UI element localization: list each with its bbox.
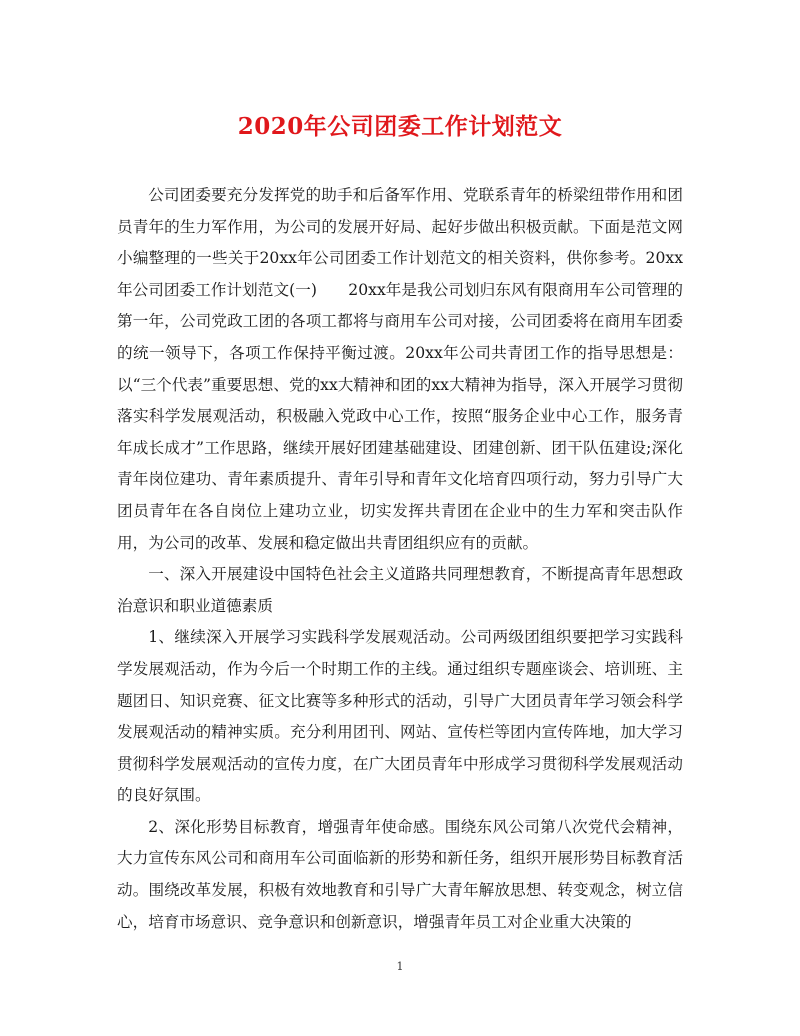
paragraph-item-1: 1、继续深入开展学习实践科学发展观活动。公司两级团组织要把学习实践科学发展观活动，作为今后一个时期工作的主线。通过组织专题座谈会、培训班、主题团日、知识竞赛、征文比赛等多种形式的活动，引导广大团员青年学习领会科学发展观活动的精神实质。充分利用团刊、网站、宣传栏等团内宣传阵地，加大学习贯彻科学发展观活动的宣传力度，在广大团员青年中形成学习贯彻科学发展观活动的良好氛围。 bbox=[117, 628, 683, 805]
page-number: 1 bbox=[396, 960, 404, 973]
paragraph-intro: 公司团委要充分发挥党的助手和后备军作用、党联系青年的桥梁纽带作用和团员青年的生力军作用，为公司的发展开好局、起好步做出积极贡献。下面是范文网小编整理的一些关于20xx年公司团委工作计划范文的相关资料，供你参考。20xx年公司团委工作计划范文(一) 20xx年是我公司划归东风有限商用车公司管理的第一年，公司党政工团的各项工都将与商用车公司对接，公司团委将在商用车团委的统一领导下，各项工作保持平衡过渡。20xx年公司共青团工作的指导思想是：以“三个代表”重要思想、党的xx大精神和团的xx大精神为指导，深入开展学习贯彻落实科学发展观活动，积极融入党政中心工作，按照“服务企业中心工作，服务青年成长成才”工作思路，继续开展好团建基础建设、团建创新、团干队伍建设;深化青年岗位建功、青年素质提升、青年引导和青年文化培育四项行动，努力引导广大团员青年在各自岗位上建功立业，切实发挥共青团在企业中的生力军和突击队作用，为公司的改革、发展和稳定做出共青团组织应有的贡献。 bbox=[117, 186, 683, 552]
document-body bbox=[117, 180, 683, 938]
paragraph-item-2: 2、深化形势目标教育，增强青年使命感。围绕东风公司第八次党代会精神，大力宣传东风公司和商用车公司面临新的形势和新任务，组织开展形势目标教育活动。围绕改革发展，积极有效地教育和引导广大青年解放思想、转变观念，树立信心，培育市场意识、竞争意识和创新意识，增强青年员工对企业重大决策的 bbox=[117, 817, 683, 931]
paragraph-section-heading: 一、深入开展建设中国特色社会主义道路共同理想教育，不断提高青年思想政治意识和职业道德素质 bbox=[117, 565, 683, 615]
document-title: 2020年公司团委工作计划范文 bbox=[237, 113, 563, 140]
